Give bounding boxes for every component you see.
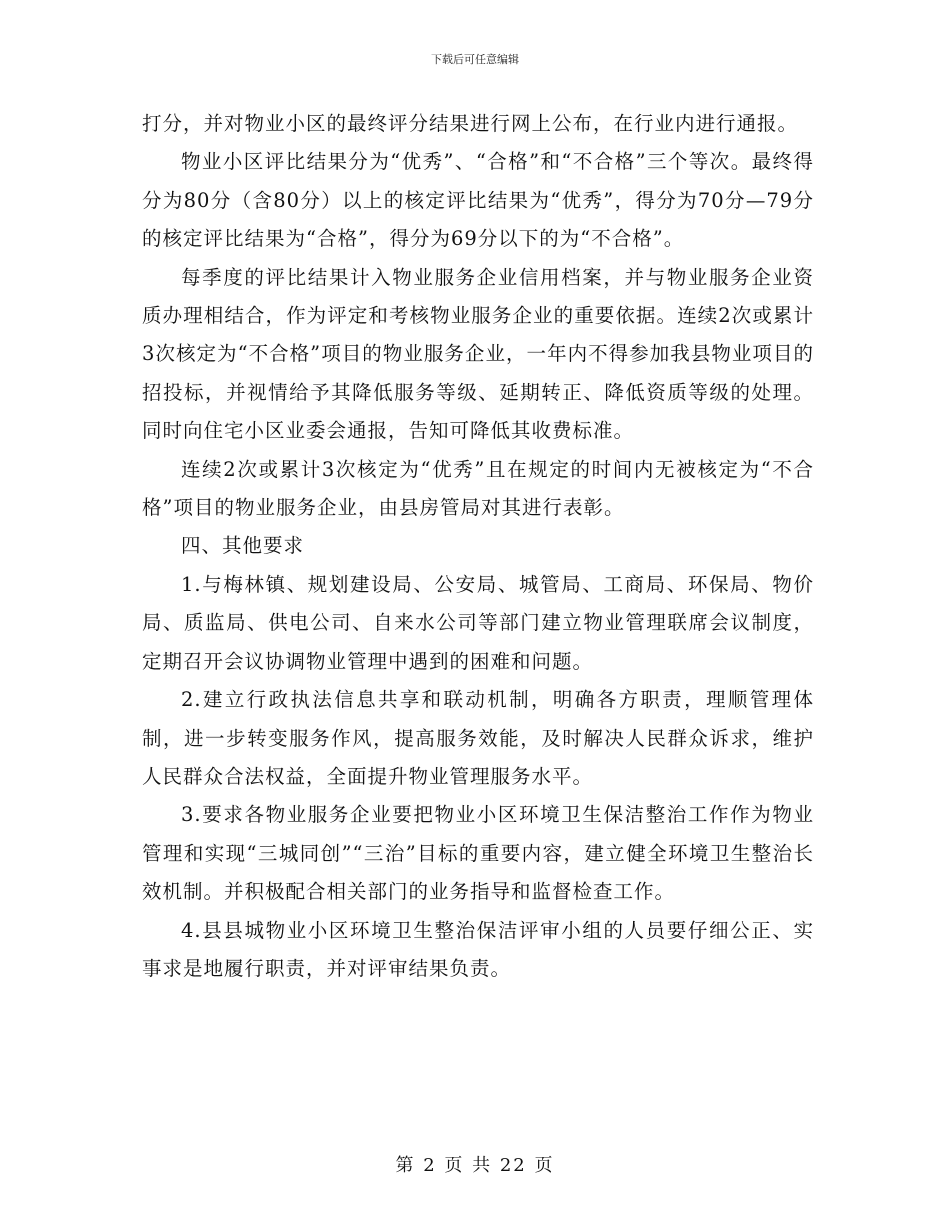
requirement-item-1: 1.与梅林镇、规划建设局、公安局、城管局、工商局、环保局、物价局、质监局、供电公司、自来水公司等部门建立物业管理联席会议制度，定期召开会议协调物业管理中遇到的困难和问题。: [142, 572, 814, 673]
paragraph-credit-records: 每季度的评比结果计入物业服务企业信用档案，并与物业服务企业资质办理相结合，作为评定和考核物业服务企业的重要依据。连续2次或累计3次核定为“不合格”项目的物业服务企业，一年内不得参加我县物业项目的招投标，并视情给予其降低服务等级、延期转正、降低资质等级的处理。同时向住宅小区业委会通报，告知可降低其收费标准。: [142, 265, 814, 443]
page-header: 下载后可任意编辑: [431, 53, 519, 66]
requirement-item-2: 2.建立行政执法信息共享和联动机制，明确各方职责，理顺管理体制，进一步转变服务作风，提高服务效能，及时解决人民群众诉求，维护人民群众合法权益，全面提升物业管理服务水平。: [142, 688, 814, 788]
paragraph-rating-levels: 物业小区评比结果分为“优秀”、“合格”和“不合格”三个等次。最终得分为80分（含80分）以上的核定评比结果为“优秀”，得分为70分—79分的核定评比结果为“合格”，得分为69分以下的为“不合格”。: [142, 150, 814, 251]
document-body: [142, 105, 814, 988]
requirement-item-3: 3.要求各物业服务企业要把物业小区环境卫生保洁整治工作作为物业管理和实现“三城同创”“三治”目标的重要内容，建立健全环境卫生整治长效机制。并积极配合相关部门的业务指导和监督检查工作。: [142, 803, 814, 904]
section-heading-other-requirements: 四、其他要求: [181, 534, 305, 558]
page-footer: 第 2 页 共 22 页: [395, 1155, 555, 1176]
paragraph-scoring-continuation: 打分，并对物业小区的最终评分结果进行网上公布，在行业内进行通报。: [142, 112, 799, 135]
requirement-item-4: 4.县县城物业小区环境卫生整治保洁评审小组的人员要仔细公正、实事求是地履行职责，并对评审结果负责。: [142, 918, 814, 980]
paragraph-commendation: 连续2次或累计3次核定为“优秀”且在规定的时间内无被核定为“不合格”项目的物业服务企业，由县房管局对其进行表彰。: [142, 457, 814, 520]
